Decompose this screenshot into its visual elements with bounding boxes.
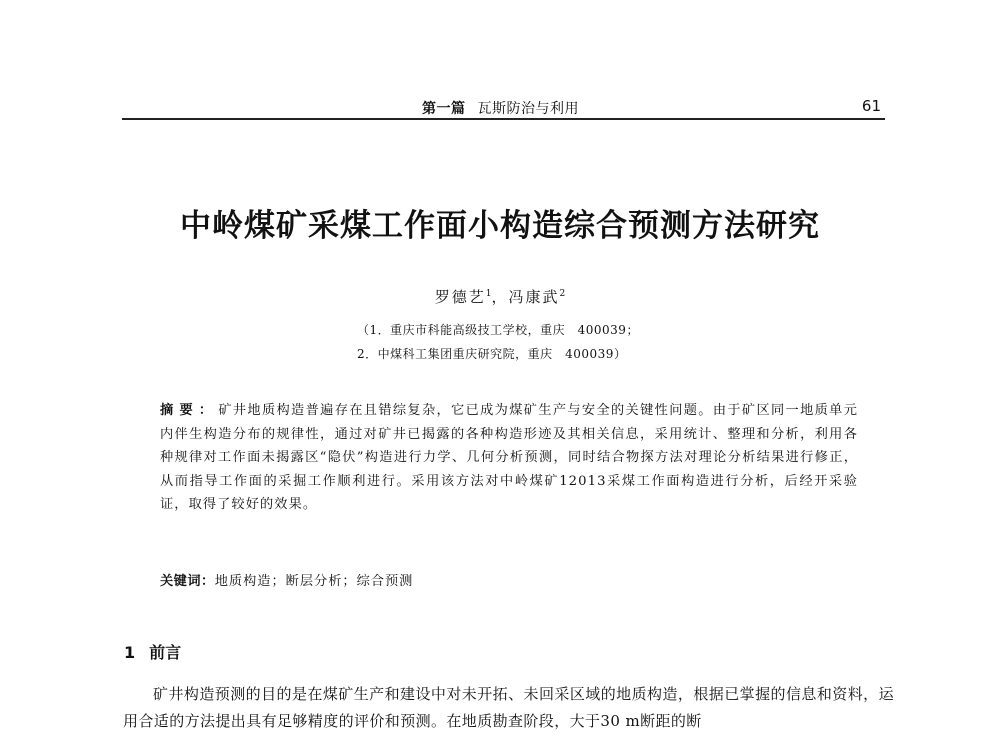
keywords-text: 地质构造；断层分析；综合预测 [214,574,414,589]
body-paragraph: 矿井构造预测的目的是在煤矿生产和建设中对未开拓、未回采区域的地质构造，根据已掌握的信息和资料，运用合适的方法提出具有足够精度的评价和预测。在地质勘查阶段，大于30 m断距的断 [123,685,894,730]
affiliation-line: （1．重庆市科能高级技工学校，重庆 400039； [357,323,639,337]
page-number: 61 [861,97,881,115]
author-list [0,286,1000,307]
abstract-text: 矿井地质构造普遍存在且错综复杂，它已成为煤矿生产与安全的关键性问题。由于矿区同一地质单元内伴生构造分布的规律性，通过对矿井已揭露的各种构造形迹及其相关信息，采用统计、整理和分析，利用各种规律对工作面未揭露区“隐伏”构造进行力学、几何分析预测，同时结合物探方法对理论分析结果进行修正，从而指导工作面的采掘工作顺利进行。采用该方法对中岭煤矿12013采煤工作面构造进行分析，后经开采验证，取得了较好的效果。 [160,403,859,513]
running-header-title [422,98,579,118]
author-separator: ， [491,288,509,306]
author-name: 罗德艺 [434,288,486,306]
paper-title: 中岭煤矿采煤工作面小构造综合预测方法研究 [180,208,820,244]
header-rule [122,118,885,120]
running-header [122,94,885,120]
section-title: 前言 [149,643,182,662]
part-label: 第一篇 [422,101,466,117]
author-name: 冯康武 [508,288,560,306]
keywords [160,570,413,589]
affiliation-line: 2．中煤科工集团重庆研究院，重庆 400039） [357,347,627,361]
section-heading [124,640,181,663]
abstract [160,399,858,517]
part-title: 瓦斯防治与利用 [477,101,579,117]
affiliation-mark: 1 [485,289,492,299]
keywords-label: 关键词： [160,574,215,589]
abstract-label: 摘要： [160,403,219,418]
section-number: 1 [124,643,136,662]
affiliation-mark: 2 [559,289,566,299]
